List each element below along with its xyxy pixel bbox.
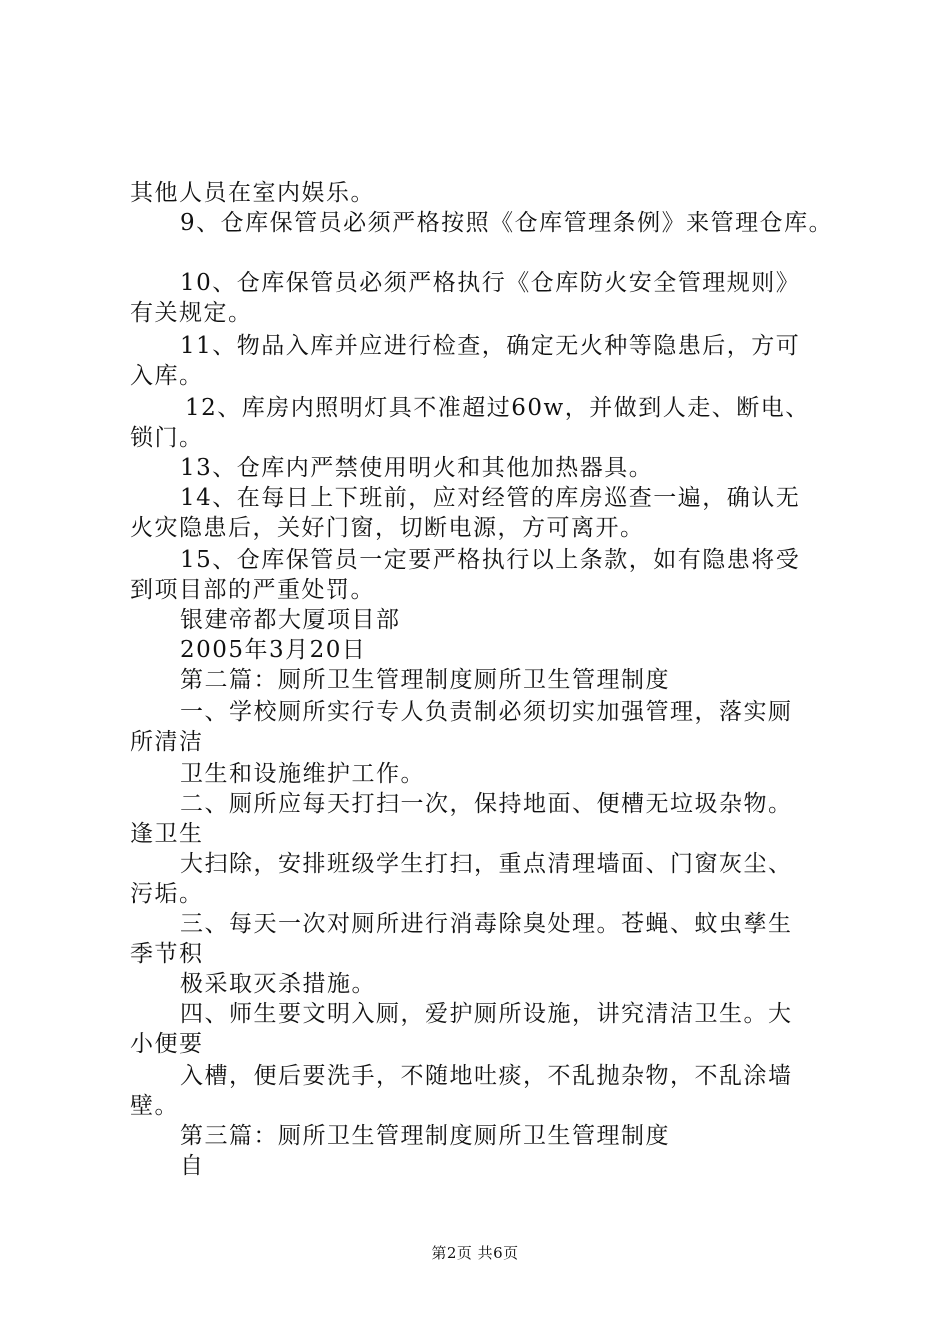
text-line: 11、物品入库并应进行检查，确定无火种等隐患后，方可 [180,333,801,359]
page-number-footer: 第2页 共6页 [431,1244,519,1262]
text-line: 一、学校厕所实行专人负责制必须切实加强管理，落实厕 [180,699,793,725]
text-line: 有关规定。 [130,300,253,326]
signature-organization: 银建帝都大厦项目部 [180,607,401,633]
text-line: 四、师生要文明入厕，爱护厕所设施，讲究清洁卫生。大 [180,1001,793,1027]
signature-date: 2005年3月20日 [180,637,367,663]
text-line: 13、仓库内严禁使用明火和其他加热器具。 [180,455,654,481]
text-line: 14、在每日上下班前，应对经管的库房巡查一遍，确认无 [180,485,801,511]
text-line: 10、仓库保管员必须严格执行《仓库防火安全管理规则》 [180,270,801,296]
text-line: 卫生和设施维护工作。 [180,761,425,787]
text-line: 自 [180,1153,205,1179]
text-line: 入槽，便后要洗手，不随地吐痰，不乱抛杂物，不乱涂墙 [180,1063,793,1089]
text-line: 逢卫生 [130,821,204,847]
text-line: 污垢。 [130,881,204,907]
text-line: 三、每天一次对厕所进行消毒除臭处理。苍蝇、蚊虫孳生 [180,911,793,937]
text-line: 季节积 [130,941,204,967]
text-line: 到项目部的严重处罚。 [130,577,375,603]
text-line: 9、仓库保管员必须严格按照《仓库管理条例》来管理仓库。 [180,210,834,236]
text-line: 锁门。 [130,425,204,451]
text-line: 所清洁 [130,729,204,755]
text-line: 入库。 [130,363,204,389]
section-heading: 第二篇：厕所卫生管理制度厕所卫生管理制度 [180,667,670,693]
text-line: 15、仓库保管员一定要严格执行以上条款，如有隐患将受 [180,547,801,573]
text-line: 12、库房内照明灯具不准超过60w，并做到人走、断电、 [185,395,810,421]
text-line: 小便要 [130,1031,204,1057]
text-line: 二、厕所应每天打扫一次，保持地面、便槽无垃圾杂物。 [180,791,793,817]
text-line: 其他人员在室内娱乐。 [130,180,375,206]
text-line: 极采取灭杀措施。 [180,971,376,997]
text-line: 大扫除，安排班级学生打扫，重点清理墙面、门窗灰尘、 [180,851,793,877]
text-line: 火灾隐患后，关好门窗，切断电源，方可离开。 [130,515,645,541]
section-heading: 第三篇：厕所卫生管理制度厕所卫生管理制度 [180,1123,670,1149]
text-line: 壁。 [130,1093,179,1119]
